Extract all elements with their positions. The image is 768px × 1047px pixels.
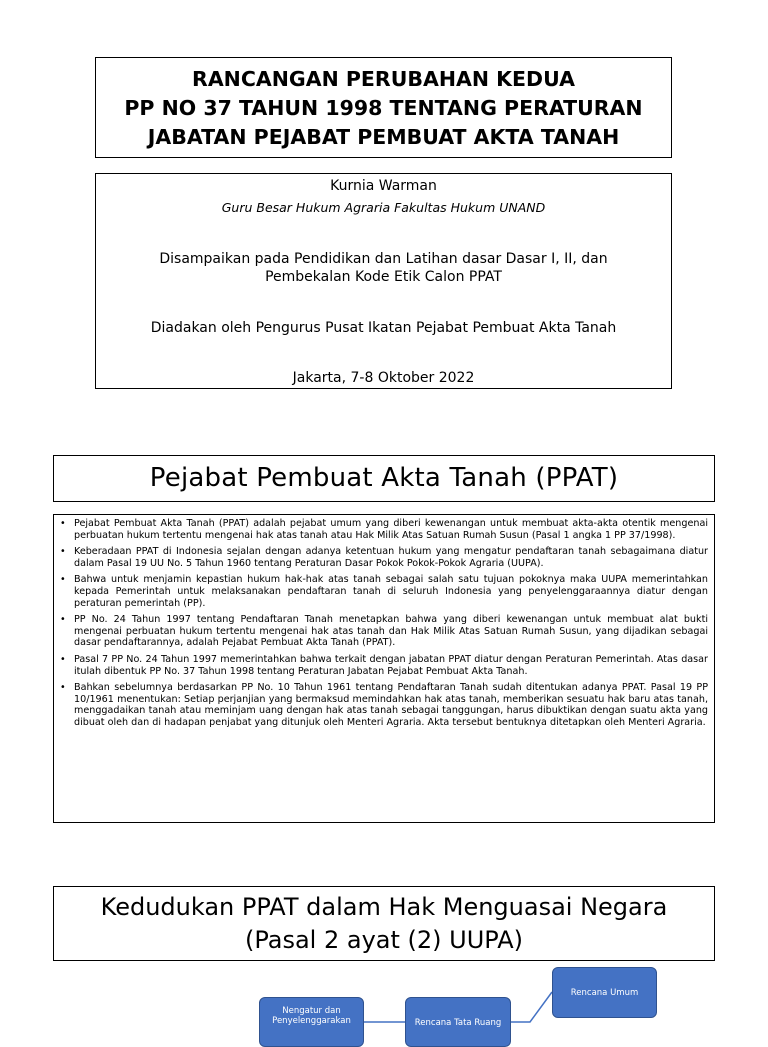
bullet: • xyxy=(60,546,66,558)
bullet: • xyxy=(60,614,66,626)
node-label: Nengatur dan Penyelenggarakan xyxy=(272,1006,351,1026)
title-line-2: PP NO 37 TAHUN 1998 TENTANG PERATURAN xyxy=(124,96,643,120)
point-text: Pasal 7 PP No. 24 Tahun 1997 memerintahkan bahwa terkait dengan jabatan PPAT diatur dengan Peraturan Pemerintah. Atas dasar itulah dibentuk PP No. 37 Tahun 1998 tentang Peraturan Jabatan Pejabat Pembuat Akta Tanah. xyxy=(74,653,708,677)
occasion-text: Disampaikan pada Pendidikan dan Latihan dasar Dasar I, II, dan Pembekalan Kode Etik Calon PPAT xyxy=(159,251,608,285)
point-text: Keberadaan PPAT di Indonesia sejalan dengan adanya ketentuan hukum yang mengatur pendaftaran tanah sebagaimana diatur dalam Pasal 19 UU No. 5 Tahun 1960 tentang Peraturan Dasar Pokok Pokok-Pokok Agraria (UUPA). xyxy=(74,546,708,569)
author-name: Kurnia Warman xyxy=(330,178,437,194)
node-rencana-tata-ruang xyxy=(405,997,511,1047)
kedudukan-heading-line-1: Kedudukan PPAT dalam Hak Menguasai Negara xyxy=(100,893,668,921)
point-text: Bahkan sebelumnya berdasarkan PP No. 10 Tahun 1961 tentang Pendaftaran Tanah sudah ditentukan adanya PPAT. Pasal 19 PP 10/1961 menentukan: Setiap perjanjian yang bermaksud memindahkan hak atas tanah, memberikan sesuatu hak baru atas tanah, menggadaikan tanah atau meminjam uang dengan hak atas tanah sebagai tanggungan, harus dibuktikan dengan suatu akta yang dibuat oleh dan di hadapan penjabat yang ditunjuk oleh Menteri Agraria. Akta tersebut bentuknya ditetapkan oleh Menteri Agraria. xyxy=(74,682,708,728)
title-line-1: RANCANGAN PERUBAHAN KEDUA xyxy=(192,67,575,91)
bullet: • xyxy=(60,682,66,694)
point-text: Pejabat Pembuat Akta Tanah (PPAT) adalah pejabat umum yang diberi kewenangan untuk membuat akta-akta otentik mengenai perbuatan hukum tertentu mengenai hak atas tanah atau Hak Milik Atas Satuan Rumah Susun (Pasal 1 angka 1 PP 37/1998). xyxy=(74,518,708,541)
title-line-3: JABATAN PEJABAT PEMBUAT AKTA TANAH xyxy=(147,125,620,149)
bullet: • xyxy=(60,518,66,529)
point-text: PP No. 24 Tahun 1997 tentang Pendaftaran Tanah menetapkan bahwa yang diberi kewenangan untuk membuat alat bukti mengenai perbuatan hukum tertentu mengenai hak atas tanah dan Hak Milik Atas Satuan Rumah Susun, yang dijadikan sebagai dasar pendaftarannya, adalah Pejabat Pembuat Akta Tanah (PPAT). xyxy=(74,614,708,649)
point-text: Bahwa untuk menjamin kepastian hukum hak-hak atas tanah sebagai salah satu tujuan pokoknya maka UUPA memerintahkan kepada Pemerintah untuk melaksanakan pendaftaran tanah di seluruh Indonesia yang penyelenggaraannya diatur dengan peraturan pemerintah (PP). xyxy=(74,574,708,609)
node-label: Rencana Umum xyxy=(570,987,639,998)
node-mengatur xyxy=(259,997,364,1047)
author-role: Guru Besar Hukum Agraria Fakultas Hukum UNAND xyxy=(221,200,546,215)
bullet: • xyxy=(60,653,66,665)
kedudukan-heading-line-2: (Pasal 2 ayat (2) UUPA) xyxy=(244,926,523,954)
connector-tata-ruang-rencana-umum xyxy=(511,992,552,1022)
ppat-heading: Pejabat Pembuat Akta Tanah (PPAT) xyxy=(149,463,619,493)
node-rencana-umum xyxy=(552,967,657,1018)
organizer-text: Diadakan oleh Pengurus Pusat Ikatan Pejabat Pembuat Akta Tanah xyxy=(150,320,617,336)
bullet: • xyxy=(60,574,66,586)
node-label: Rencana Tata Ruang xyxy=(414,1018,502,1028)
date-place: Jakarta, 7-8 Oktober 2022 xyxy=(292,370,475,386)
